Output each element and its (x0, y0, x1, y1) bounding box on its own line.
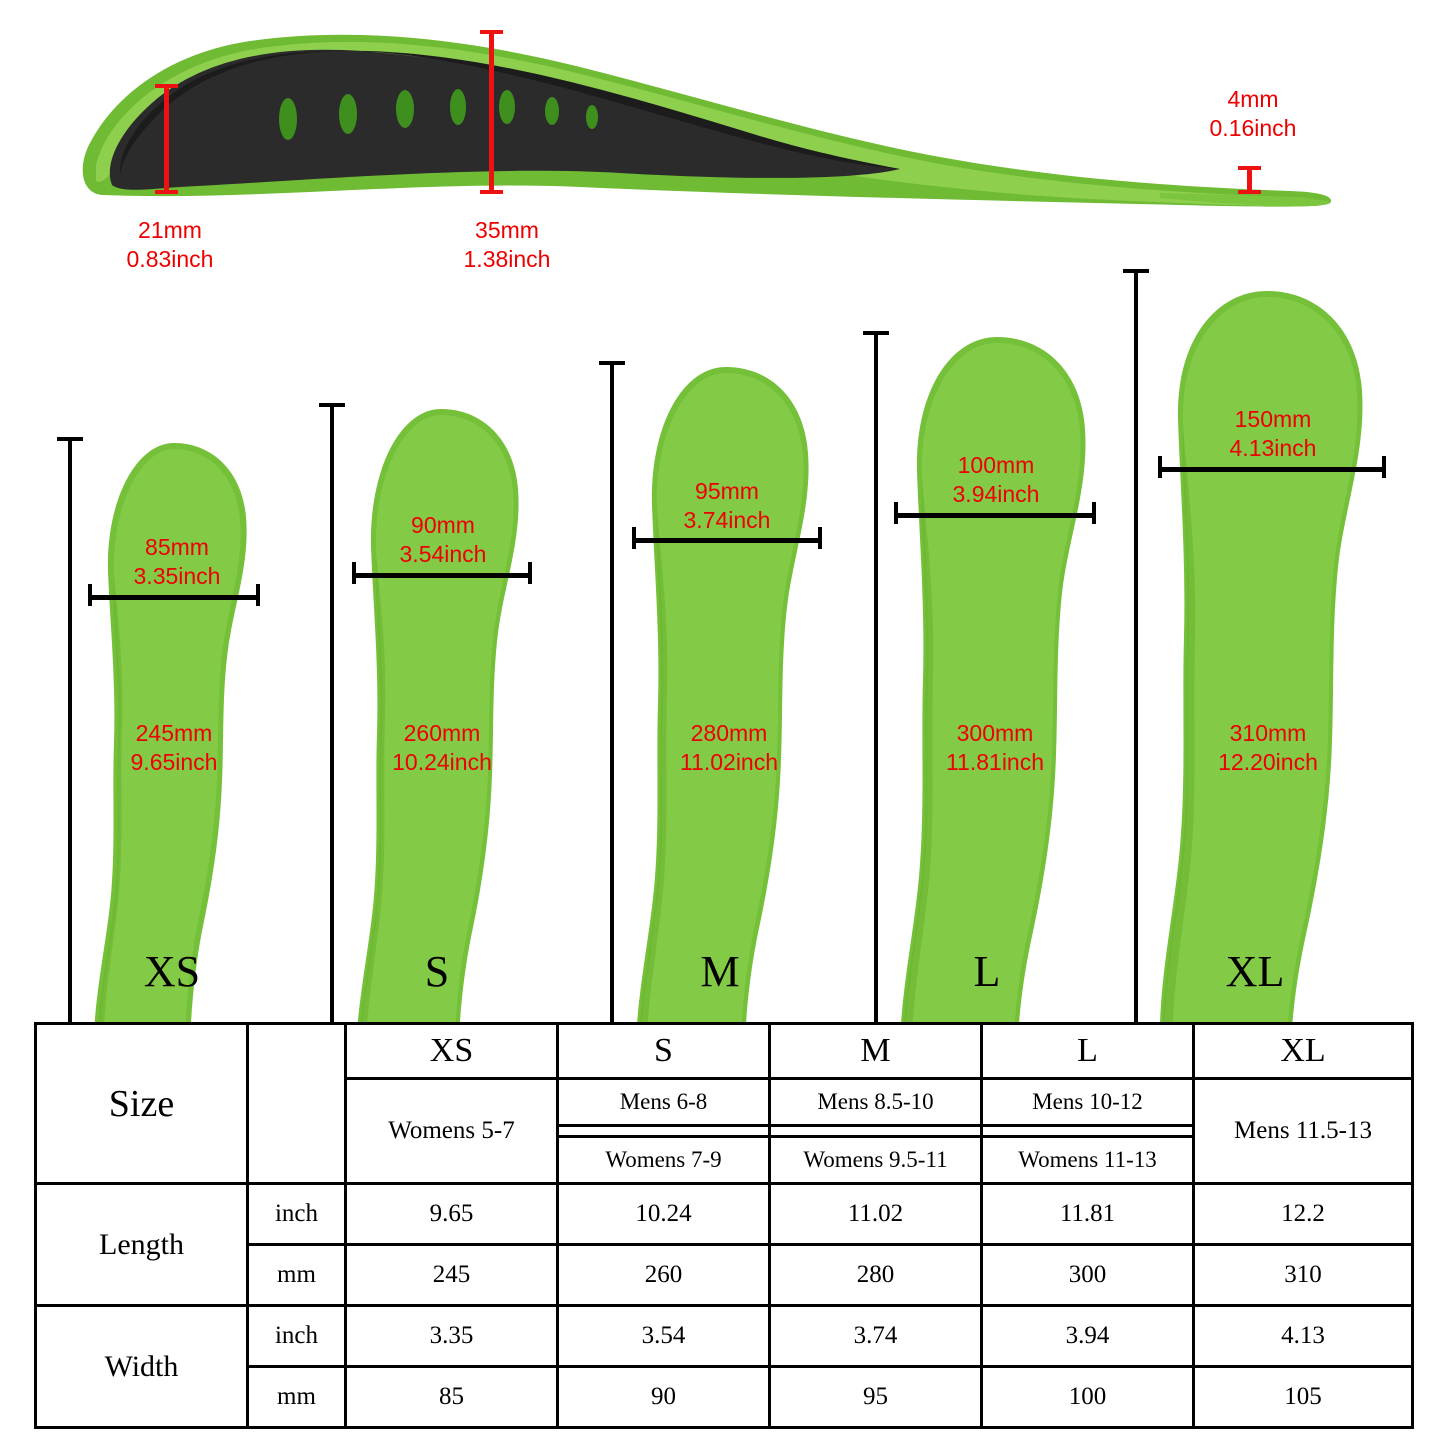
insole-s-length-inch: 10.24inch (392, 749, 492, 775)
insole-xl-length-line (1134, 269, 1138, 1141)
arch-height-mm: 35mm (475, 217, 539, 243)
header-size-m: M (770, 1024, 982, 1079)
insole-m-width-label (634, 477, 820, 535)
fit-divider-m (770, 1126, 982, 1137)
insole-m-length-mm: 280mm (690, 720, 768, 746)
arch-height-line (489, 32, 494, 192)
fit-divider-l (982, 1126, 1194, 1137)
length-inch-m: 11.02 (770, 1184, 982, 1245)
width-inch-s: 3.54 (558, 1306, 770, 1367)
fit-s-mens: Mens 6-8 (558, 1079, 770, 1126)
length-mm-xs: 245 (346, 1245, 558, 1306)
toe-height-label (1178, 85, 1328, 143)
insole-m-width-line (632, 538, 822, 543)
length-unit-mm: mm (248, 1245, 346, 1306)
insole-profile-diagram (0, 0, 1445, 280)
insole-xs-width-inch: 3.35inch (133, 563, 221, 589)
width-unit-inch: inch (248, 1306, 346, 1367)
insole-xs-length-label (84, 719, 264, 777)
insole-l-width-line (894, 513, 1096, 518)
insole-s-width-line (352, 573, 532, 578)
insole-l-length-label (888, 719, 1102, 777)
insole-xl-width-mm: 150mm (1234, 406, 1312, 432)
insole-l-width-inch: 3.94inch (952, 481, 1040, 507)
insole-l-length-cap-top (863, 331, 889, 335)
heel-height-line (164, 86, 169, 192)
width-inch-xl: 4.13 (1194, 1306, 1413, 1367)
insole-xl-width-line (1158, 467, 1386, 472)
table-row-width-inch (36, 1306, 1413, 1367)
width-inch-l: 3.94 (982, 1306, 1194, 1367)
heel-height-inch: 0.83inch (126, 246, 214, 272)
length-inch-s: 10.24 (558, 1184, 770, 1245)
header-size-l: L (982, 1024, 1194, 1079)
width-inch-xs: 3.35 (346, 1306, 558, 1367)
insole-m-width-inch: 3.74inch (683, 507, 771, 533)
insole-m-length-label (624, 719, 834, 777)
length-mm-s: 260 (558, 1245, 770, 1306)
table-row-header (36, 1024, 1413, 1079)
width-mm-m: 95 (770, 1367, 982, 1428)
insole-xs-length-cap-top (57, 437, 83, 441)
insole-xl-width-label (1160, 405, 1386, 463)
insole-xs-length-inch: 9.65inch (130, 749, 218, 775)
size-header-spacer (248, 1024, 346, 1184)
insole-xs-size-letter: XS (143, 947, 201, 996)
toe-height-line (1247, 168, 1252, 192)
insole-l-width-mm: 100mm (957, 452, 1035, 478)
length-row-label: Length (36, 1184, 248, 1306)
insole-s-width-mm: 90mm (411, 512, 475, 538)
insole-xl-length-mm: 310mm (1229, 720, 1307, 746)
width-row-label: Width (36, 1306, 248, 1428)
insole-m-length-inch: 11.02inch (679, 749, 779, 775)
insole-s-size-letter: S (424, 947, 450, 996)
length-inch-xl: 12.2 (1194, 1184, 1413, 1245)
width-mm-xs: 85 (346, 1367, 558, 1428)
insole-s-length-label (342, 719, 542, 777)
heel-height-cap-top (155, 84, 178, 88)
arch-height-inch: 1.38inch (463, 246, 551, 272)
length-inch-l: 11.81 (982, 1184, 1194, 1245)
width-inch-m: 3.74 (770, 1306, 982, 1367)
fit-m-womens: Womens 9.5-11 (770, 1137, 982, 1184)
insole-l-size-letter: L (973, 947, 1001, 996)
length-unit-inch: inch (248, 1184, 346, 1245)
fit-s-womens: Womens 7-9 (558, 1137, 770, 1184)
insole-size-row (0, 255, 1445, 1015)
table-row-length-inch (36, 1184, 1413, 1245)
header-size-s: S (558, 1024, 770, 1079)
insole-m-size-letter: M (700, 947, 740, 996)
width-mm-xl: 105 (1194, 1367, 1413, 1428)
insole-l-width-label (896, 451, 1096, 509)
fit-xs: Womens 5-7 (346, 1079, 558, 1184)
toe-height-mm: 4mm (1227, 86, 1279, 112)
fit-m-mens: Mens 8.5-10 (770, 1079, 982, 1126)
insole-side-profile-image (60, 15, 1350, 215)
insole-xs-width-mm: 85mm (145, 534, 209, 560)
insole-l-length-mm: 300mm (956, 720, 1034, 746)
heel-height-mm: 21mm (138, 217, 202, 243)
fit-divider-s (558, 1126, 770, 1137)
toe-height-cap-bottom (1238, 190, 1261, 194)
insole-l-length-line (874, 331, 878, 1141)
fit-xl: Mens 11.5-13 (1194, 1079, 1413, 1184)
insole-xl-length-cap-top (1123, 269, 1149, 273)
insole-xl-length-inch: 12.20inch (1218, 749, 1318, 775)
insole-xs-length-mm: 245mm (135, 720, 213, 746)
insole-s-length-mm: 260mm (403, 720, 481, 746)
size-header-cell: Size (36, 1024, 248, 1184)
insole-xs-width-line (88, 595, 260, 600)
fit-l-womens: Womens 11-13 (982, 1137, 1194, 1184)
insole-l-length-inch: 11.81inch (945, 749, 1045, 775)
insole-s-width-inch: 3.54inch (399, 541, 487, 567)
width-mm-s: 90 (558, 1367, 770, 1428)
length-inch-xs: 9.65 (346, 1184, 558, 1245)
length-mm-xl: 310 (1194, 1245, 1413, 1306)
size-table (34, 1022, 1414, 1429)
width-unit-mm: mm (248, 1367, 346, 1428)
insole-xl-length-label (1150, 719, 1386, 777)
arch-height-cap-bottom (480, 190, 503, 194)
fit-l-mens: Mens 10-12 (982, 1079, 1194, 1126)
insole-s-width-label (354, 511, 532, 569)
length-mm-m: 280 (770, 1245, 982, 1306)
width-mm-l: 100 (982, 1367, 1194, 1428)
header-size-xl: XL (1194, 1024, 1413, 1079)
length-mm-l: 300 (982, 1245, 1194, 1306)
insole-xl-width-inch: 4.13inch (1229, 435, 1317, 461)
insole-m-width-mm: 95mm (695, 478, 759, 504)
header-size-xs: XS (346, 1024, 558, 1079)
toe-height-cap-top (1238, 166, 1261, 170)
toe-height-inch: 0.16inch (1209, 115, 1297, 141)
heel-height-cap-bottom (155, 190, 178, 194)
arch-height-cap-top (480, 30, 503, 34)
insole-xl-size-letter: XL (1225, 947, 1285, 996)
insole-xs-width-label (92, 533, 262, 591)
insole-m-length-cap-top (599, 361, 625, 365)
insole-s-length-cap-top (319, 403, 345, 407)
